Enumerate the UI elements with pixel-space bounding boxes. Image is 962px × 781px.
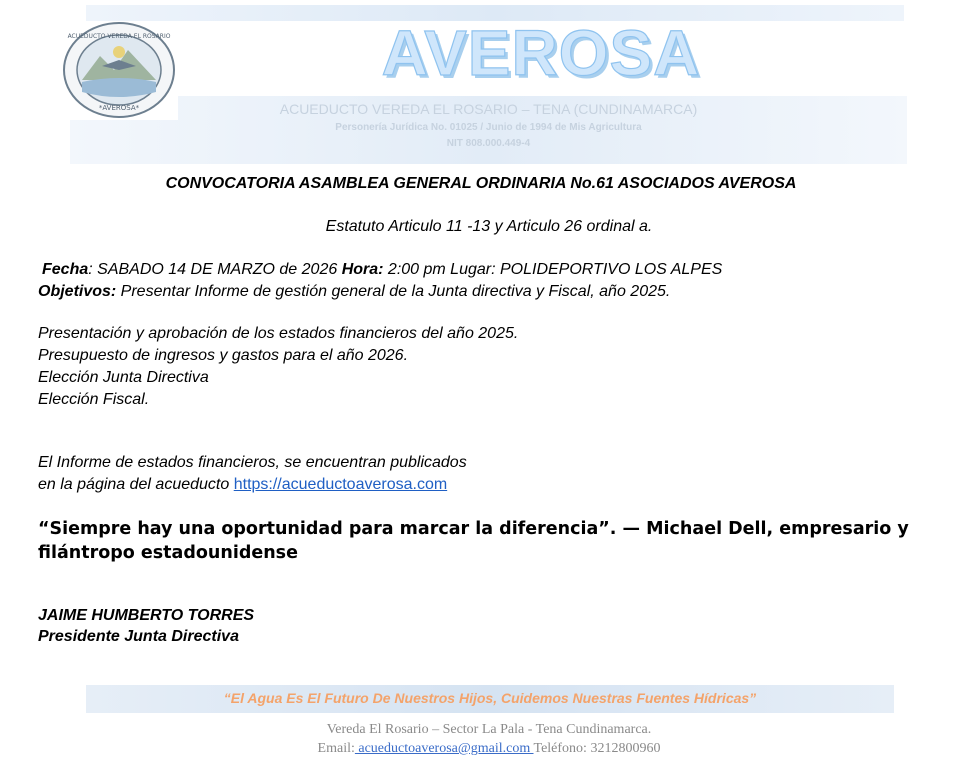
date-time-place-line (42, 260, 722, 280)
email-label: Email: (317, 741, 355, 756)
signer-name: JAIME HUMBERTO TORRES (38, 607, 255, 624)
agenda-item: Elección Fiscal. (38, 391, 150, 408)
brand-wordmark: AVEROSA (381, 17, 701, 89)
hora-place-value: 2:00 pm Lugar: POLIDEPORTIVO LOS ALPES (383, 261, 723, 278)
agenda-item: Elección Junta Directiva (38, 369, 209, 386)
phone-label: Teléfono: (533, 741, 591, 756)
svg-text:*AVEROSA*: *AVEROSA* (98, 104, 140, 112)
quote: “Siempre hay una oportunidad para marcar la diferencia”. — Michael Dell, empresario y filántropo estadounidense (38, 519, 909, 563)
footer-slogan: “El Agua Es El Futuro De Nuestros Hijos, Cuidemos Nuestras Fuentes Hídricas” (223, 690, 757, 706)
nit-number: NIT 808.000.449-4 (446, 138, 531, 149)
statute-reference: Estatuto Articulo 11 -13 y Articulo 26 ordinal a. (325, 218, 653, 235)
hora-label: Hora: (341, 261, 384, 278)
footer-contact (0, 741, 962, 757)
signer-role: Presidente Junta Directiva (38, 628, 239, 645)
footer-address: Vereda El Rosario – Sector La Pala - Tena Cundinamarca. (326, 722, 652, 737)
fecha-label: Fecha (42, 261, 89, 278)
fecha-value: : SABADO 14 DE MARZO de 2026 (88, 261, 342, 278)
website-link[interactable]: https://acueductoaverosa.com (233, 476, 448, 493)
organization-name: ACUEDUCTO VEREDA EL ROSARIO – TENA (CUNDINAMARCA) (279, 101, 698, 117)
objetivos-value: Presentar Informe de gestión general de la Junta directiva y Fiscal, año 2025. (116, 283, 671, 300)
document-title: CONVOCATORIA ASAMBLEA GENERAL ORDINARIA No.61 ASOCIADOS AVEROSA (165, 175, 797, 192)
legal-registration: Personería Jurídica No. 01025 / Junio de 1994 de Mis Agricultura (335, 122, 642, 133)
website-intro: en la página del acueducto (38, 476, 234, 493)
email-link[interactable]: acueductoaverosa@gmail.com (354, 741, 534, 756)
agenda-item: Presupuesto de ingresos y gastos para el año 2026. (38, 347, 409, 364)
objetivos-label: Objetivos: (38, 283, 117, 300)
phone-number: 3212800960 (590, 741, 661, 756)
website-line (38, 475, 447, 495)
agenda-item: Presentación y aprobación de los estados financieros del año 2025. (38, 325, 519, 342)
objectives-line (38, 282, 670, 302)
svg-text:ACUEDUCTO VEREDA EL ROSARIO: ACUEDUCTO VEREDA EL ROSARIO (67, 33, 171, 40)
financial-report-notice: El Informe de estados financieros, se encuentran publicados (38, 454, 467, 471)
